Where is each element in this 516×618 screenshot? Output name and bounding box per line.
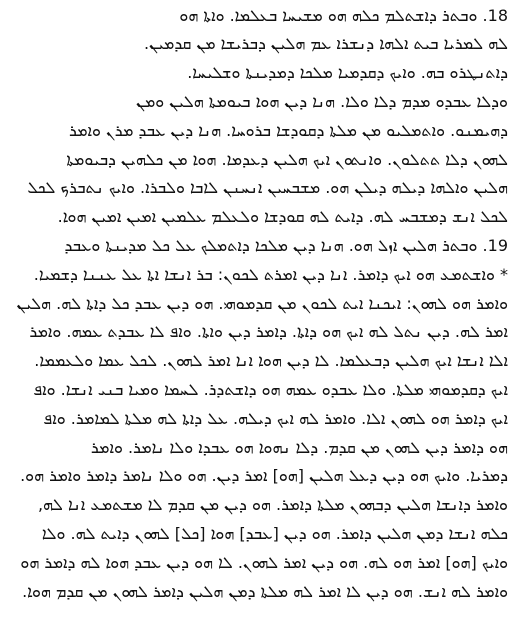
text-line-19: ܟܠܗ ܐܢܫܐ ܕܡܢ ܗܠܝܢ ܕܐܡܪ. ܗܘ ܕܝܢ [ܥܒܕ] ܗܘܐ [ܟܠ] ܠܗܘܢ ܕܐܝܬ ܠܗ. ܘܠܐ (41, 524, 508, 543)
text-line-3: ܕܐܬܢܛܪܘ ܒܗ. ܘܐܝܟ ܕܩܕܡܝܐ ܡܠܟܐ ܕܡܕܝܢܬܐ ܘܫܠܝܚܐ. (187, 63, 508, 82)
text-line-2: ܠܗ ܠܡܪܝܐ ܒܝܬ ܐܠܗܐ ܕܢܫܪܐ ܥܡ ܗܠܝܢ ܕܒܪܝܫܐ ܡܢ ܩܕܡܝܢ. (144, 34, 508, 53)
text-line-14: ܐܝܟ ܕܩܕܡܘܗܝ ܡܠܬܐ. ܘܠܐ ܥܒܕܘ ܥܡܗ ܗܘ ܕܐܫܬܕܪ. ܠܚܡܐ ܘܡܝܐ ܒܢܝ ܐܢܫܐ. ܘܐܦ (33, 380, 508, 399)
text-line-13: ܐܠܐ ܐܢܫܐ ܐܝܟ ܗܠܝܢ ܕܒܥܠܡܐ. ܠܐ ܕܝܢ ܗܘܐ ܐܢܐ ܐܡܪ ܠܗܘܢ. ܠܟܠ ܥܡܐ ܘܠܥܡܡܐ. (34, 351, 508, 370)
text-line-4: ܘܕܠܐ ܥܒܕܘ ܡܕܡ ܕܠܐ ܘܠܐ. ܗܢܐ ܕܝܢ ܗܘܐ ܒܝܘܡܬܐ ܗܠܝܢ ܘܡܢ (136, 92, 508, 111)
text-line-6: ܠܗܘܢ ܕܠܐ ܬܬܠܘܢ. ܘܐܢܬܘܢ ܐܝܟ ܗܠܝܢ ܕܥܕܡܐ. ܗܘܐ ܡܢ ܟܠܗܝܢ ܕܒܝܘܡܬܐ (66, 150, 508, 169)
text-line-21: ܘܐܡܪ ܠܗ ܐܢܫ. ܗܘ ܕܝܢ ܠܐ ܐܡܪ ܠܗ ܡܠܬܐ ܕܡܢ ܗܠܝܢ ܕܐܡܪ ܠܗܘܢ ܡܢ ܩܕܡ ܗܘܐ. (22, 582, 508, 601)
text-line-9: 19. ܘܒܬܪ ܗܠܝܢ ܐܙܠ ܗܘ. ܗܢܐ ܕܝܢ ܡܠܟܐ ܕܐܬܡܠܟ ܥܠ ܟܠ ܡܕܝܢܬܐ ܘܥܒܕ (64, 236, 508, 255)
text-line-15: ܐܝܟ ܕܐܡܪ ܗܘ ܠܗܘܢ ܐܠܐ. ܘܐܡܪ ܠܗ ܐܝܟ ܕܝܠܗ. ܥܠ ܕܐܬܐ ܠܗ ܡܠܬܐ ܠܡܐܡܪ. ܘܐܦ (43, 409, 508, 428)
text-line-11: ܘܐܡܪ ܗܘ ܠܗܘܢ: ܐܝܟܢܐ ܐܝܬ ܠܟܘܢ ܡܢ ܩܕܡܘܗܝ. ܗܘ ܕܝܢ ܥܒܕ ܟܠ ܕܐܬܐ ܠܗ. ܗܠܝܢ (16, 294, 508, 313)
text-line-12: ܐܡܪ ܠܗ. ܕܝܢ ܢܬܠ ܠܗ ܐܝܟ ܗܘ ܕܐܬܐ. ܕܐܡܪ ܕܝܢ ܘܐܬܐ. ܘܐܦ ܠܐ ܥܒܕܬ ܥܡܗ. ܘܐܡܪ (29, 322, 508, 341)
text-line-18: ܘܐܡܪ ܕܐܢܫܐ ܗܠܝܢ ܕܒܗܘܢ ܡܠܬܐ ܕܐܡܪ. ܗܘ ܕܝܢ ܡܢ ܩܕܡ ܠܐ ܡܫܬܡܥ ܐܢܐ ܠܗ, (37, 495, 508, 514)
text-line-20: ܘܐܝܟ [ܗܘ] ܐܡܪ ܗܘ ܠܗ. ܗܘ ܕܝܢ ܐܡܪ ܠܗܘܢ. ܠܐ ܗܘ ܕܝܢ ܥܒܕ ܗܘܐ ܠܗ ܕܐܡܪ ܗܘ (20, 553, 508, 572)
text-line-7: ܗܠܝܢ ܘܐܠܗܐ ܕܝܠܗ ܕܝܠܢ ܗܘ. ܡܫܒܚܝܢ ܐܢܚܢܢ ܠܐܒܐ ܘܠܒܪܐ. ܘܐܝܟ ܢܬܒܪܟ ܠܟܠ (27, 178, 508, 197)
text-line-17: ܕܡܪܝܐ. ܘܐܝܟ ܗܘ ܕܝܢ ܕܥܠ ܗܠܝܢ [ܗܘ] ܐܡܪ ܕܝܢ. ܗܘ ܘܠܐ ܢܐܡܪ ܕܐܡܪ ܘܐܡܪ ܗܘ. (20, 466, 508, 485)
text-line-8: ܠܟܠ ܐܢܫ ܕܡܫܒܚ ܠܗ. ܕܐܝܬ ܠܗ ܩܘܕܫܐ ܘܠܥܠܡ ܥܠܡܝܢ ܐܡܝܢ ܐܡܝܢ ܗܘܐ. (57, 207, 508, 226)
text-line-5: ܕܗܝܡܢܘ. ܘܐܬܡܠܝܘ ܡܢ ܡܠܬܐ ܕܩܘܕܫܐ ܒܪܘܚܐ. ܗܢܐ ܕܝܢ ܥܒܕ ܡܪܢ ܘܐܡܪ (68, 121, 508, 140)
text-line-16: ܗܘ ܕܐܡܪ ܕܝܢ ܠܗܘܢ ܡܢ ܩܕܡ. ܕܠܐ ܢܗܘܐ ܗܘ ܥܒܕܐ ܘܠܐ ܢܐܡܪ. ܘܐܡܪ (90, 438, 508, 457)
text-line-10: * ܘܐܫܬܡܥ ܗܘ ܐܝܟ ܕܐܡܪ. ܐܢܐ ܕܝܢ ܐܡܪܬ ܠܟܘܢ: ܒܪ ܐܢܫܐ ܐܬܐ ܥܠ ܥܢܢܐ ܕܫܡܝܐ. (33, 265, 508, 284)
text-line-1: 18. ܘܒܬܪ ܕܐܫܬܠܡ ܟܠܗ ܗܘ ܡܫܝܚܐ ܒܥܠܡܐ. ܘܐܬܐ ܗܘ (179, 6, 508, 25)
